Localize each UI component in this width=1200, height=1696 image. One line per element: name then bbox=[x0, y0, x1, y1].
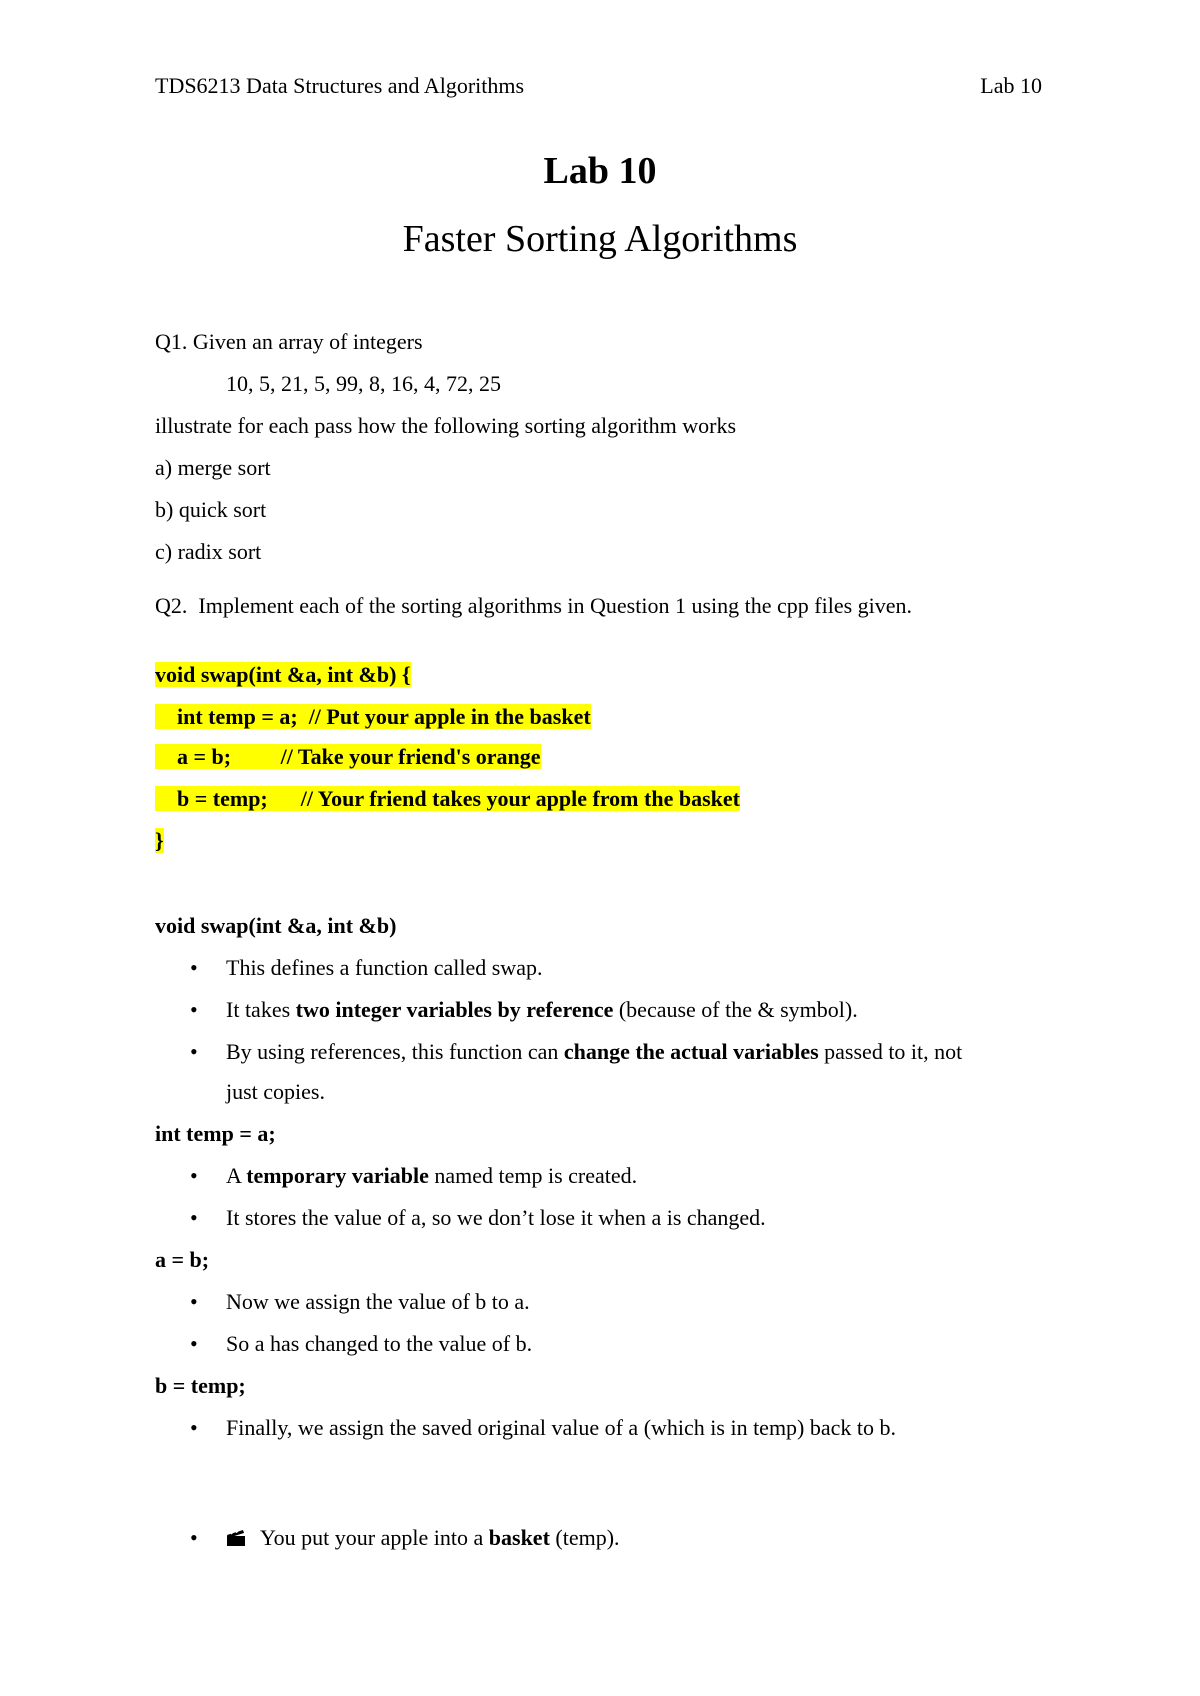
q1-array: 10, 5, 21, 5, 99, 8, 16, 4, 72, 25 bbox=[226, 371, 501, 396]
list-item bbox=[190, 1156, 1070, 1196]
q1-option-merge-sort: a) merge sort bbox=[155, 455, 271, 480]
code-line-3-text: a = b; // Take your friend's orange bbox=[155, 744, 541, 769]
list-item-text: Finally, we assign the saved original value of a (which is in temp) back to b. bbox=[226, 1415, 897, 1440]
list-item-text-post: (because of the & symbol). bbox=[613, 997, 858, 1022]
list-item-text bbox=[226, 1032, 1070, 1112]
bullet-icon: • bbox=[190, 1039, 198, 1064]
list-item bbox=[190, 1282, 1070, 1322]
list-item-text-post: (temp). bbox=[549, 1525, 620, 1550]
bullet-icon: • bbox=[190, 1331, 198, 1356]
page-title: Lab 10 bbox=[543, 150, 657, 192]
list-item-text bbox=[226, 1518, 1070, 1558]
list-item-text bbox=[226, 990, 1070, 1030]
ab-heading: a = b; bbox=[155, 1247, 210, 1272]
list-item-text-pre: A bbox=[226, 1163, 247, 1188]
bullet-icon: • bbox=[190, 1415, 198, 1440]
header-lab: Lab 10 bbox=[980, 73, 1042, 98]
q1-instruction: illustrate for each pass how the following sorting algorithm works bbox=[155, 413, 737, 438]
code-line-1-text: void swap(int &a, int &b) { bbox=[155, 662, 411, 687]
q1-option-quick-sort: b) quick sort bbox=[155, 497, 267, 522]
list-item-text-pre: You put your apple into a bbox=[260, 1525, 489, 1550]
bullet-icon: • bbox=[190, 1205, 198, 1230]
bullet-icon: • bbox=[190, 1289, 198, 1314]
bullet-icon: • bbox=[190, 997, 198, 1022]
code-line-2-text: int temp = a; // Put your apple in the basket bbox=[155, 704, 591, 729]
code-line-3 bbox=[155, 742, 541, 772]
bullet-icon: • bbox=[190, 1525, 198, 1550]
list-item bbox=[190, 1518, 1070, 1558]
list-item-text-bold: change the actual variables bbox=[563, 1039, 819, 1064]
q2-prompt: Q2. Implement each of the sorting algorithms in Question 1 using the cpp files given. bbox=[155, 593, 913, 618]
list-item-text-continued: just copies. bbox=[226, 1079, 325, 1104]
code-line-5 bbox=[155, 826, 164, 856]
sig-heading: void swap(int &a, int &b) bbox=[155, 913, 397, 938]
list-item bbox=[190, 990, 1070, 1030]
q1-prompt: Q1. Given an array of integers bbox=[155, 329, 423, 354]
list-item-text-post: named temp is created. bbox=[428, 1163, 638, 1188]
q1-option-radix-sort: c) radix sort bbox=[155, 539, 262, 564]
header-course: TDS6213 Data Structures and Algorithms bbox=[155, 73, 525, 98]
bullet-icon: • bbox=[190, 1163, 198, 1188]
list-item-text-post: passed to it, not bbox=[818, 1039, 963, 1064]
temp-heading: int temp = a; bbox=[155, 1121, 276, 1146]
page-subtitle: Faster Sorting Algorithms bbox=[402, 218, 798, 260]
list-item bbox=[190, 1324, 1070, 1364]
list-item-text-bold: temporary variable bbox=[246, 1163, 429, 1188]
code-line-2 bbox=[155, 702, 591, 732]
code-line-4-text: b = temp; // Your friend takes your apple from the basket bbox=[155, 786, 740, 811]
list-item-text: Now we assign the value of b to a. bbox=[226, 1289, 530, 1314]
list-item bbox=[190, 948, 1070, 988]
list-item-text: It stores the value of a, so we don’t lose it when a is changed. bbox=[226, 1205, 766, 1230]
list-item bbox=[190, 1408, 1070, 1448]
list-item-text: This defines a function called swap. bbox=[226, 955, 543, 980]
bullet-icon: • bbox=[190, 955, 198, 980]
list-item-text-pre: It takes bbox=[226, 997, 296, 1022]
list-item bbox=[190, 1198, 1070, 1238]
list-item-text: So a has changed to the value of b. bbox=[226, 1331, 533, 1356]
code-line-5-text: } bbox=[155, 828, 164, 853]
list-item-text-bold: two integer variables by reference bbox=[295, 997, 614, 1022]
code-line-4 bbox=[155, 784, 740, 814]
list-item-text bbox=[226, 1156, 1070, 1196]
list-item-text-pre: By using references, this function can bbox=[226, 1039, 564, 1064]
bt-heading: b = temp; bbox=[155, 1373, 246, 1398]
clapperboard-icon bbox=[226, 1529, 246, 1547]
list-item-text-bold: basket bbox=[488, 1525, 550, 1550]
list-item bbox=[190, 1032, 1070, 1112]
code-line-1 bbox=[155, 660, 411, 690]
